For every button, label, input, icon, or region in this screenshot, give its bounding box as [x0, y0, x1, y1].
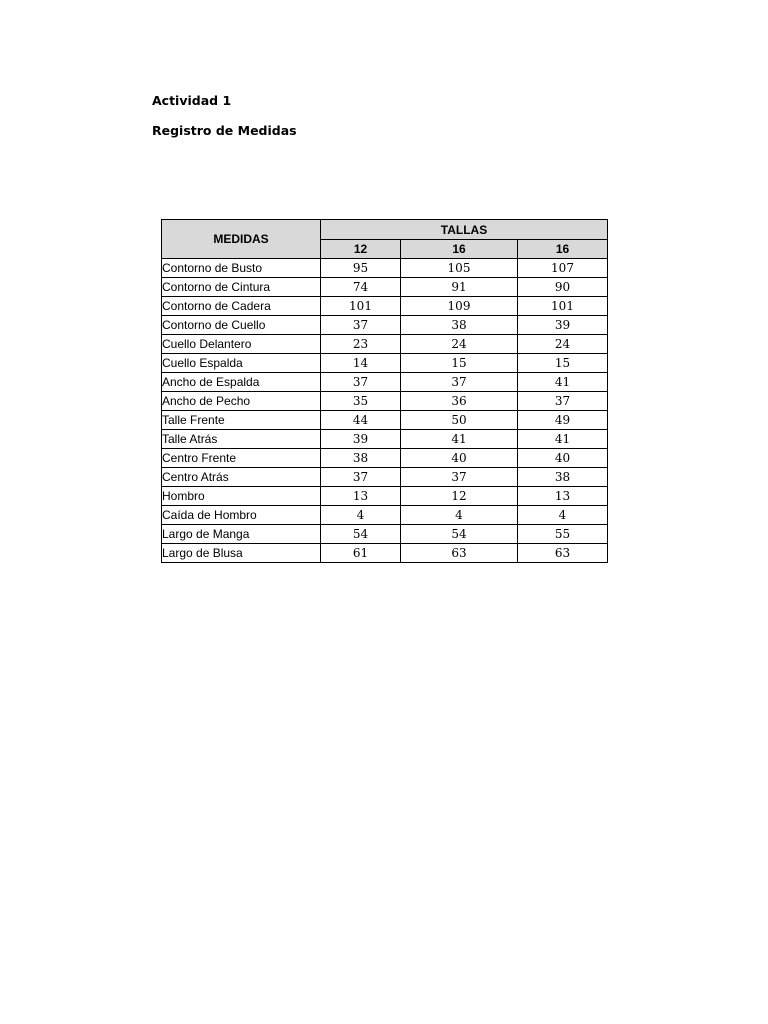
measure-value-cell: 38 [518, 468, 608, 487]
measure-name-cell: Centro Frente [162, 449, 321, 468]
measure-value-cell: 63 [518, 544, 608, 563]
size-header: 16 [401, 240, 518, 259]
table-row [162, 392, 608, 411]
measure-value-cell: 14 [321, 354, 401, 373]
measure-value-cell: 63 [401, 544, 518, 563]
table-row [162, 259, 608, 278]
measure-value-cell: 101 [518, 297, 608, 316]
measure-value-cell: 12 [401, 487, 518, 506]
measure-name-cell: Contorno de Busto [162, 259, 321, 278]
measure-value-cell: 39 [518, 316, 608, 335]
measure-value-cell: 15 [401, 354, 518, 373]
measure-name-cell: Hombro [162, 487, 321, 506]
measure-value-cell: 4 [401, 506, 518, 525]
size-header: 16 [518, 240, 608, 259]
table-row [162, 335, 608, 354]
measure-value-cell: 50 [401, 411, 518, 430]
measure-name-cell: Ancho de Espalda [162, 373, 321, 392]
measure-value-cell: 37 [321, 373, 401, 392]
document-subtitle: Registro de Medidas [152, 123, 297, 138]
measure-name-cell: Talle Frente [162, 411, 321, 430]
table-row [162, 525, 608, 544]
measure-value-cell: 44 [321, 411, 401, 430]
measure-value-cell: 36 [401, 392, 518, 411]
measure-value-cell: 54 [321, 525, 401, 544]
measure-value-cell: 37 [401, 373, 518, 392]
measurements-table [161, 219, 608, 563]
measurements-table-body [162, 259, 608, 563]
table-row [162, 544, 608, 563]
measure-value-cell: 49 [518, 411, 608, 430]
measure-value-cell: 23 [321, 335, 401, 354]
measure-value-cell: 24 [518, 335, 608, 354]
measure-value-cell: 37 [321, 316, 401, 335]
measure-value-cell: 37 [518, 392, 608, 411]
measure-name-cell: Largo de Blusa [162, 544, 321, 563]
table-row [162, 373, 608, 392]
measure-value-cell: 13 [321, 487, 401, 506]
table-row [162, 354, 608, 373]
measure-value-cell: 35 [321, 392, 401, 411]
measure-name-cell: Cuello Delantero [162, 335, 321, 354]
measure-value-cell: 105 [401, 259, 518, 278]
measure-name-cell: Contorno de Cintura [162, 278, 321, 297]
measure-value-cell: 4 [518, 506, 608, 525]
measure-value-cell: 74 [321, 278, 401, 297]
measures-column-header: MEDIDAS [162, 220, 321, 259]
measure-name-cell: Largo de Manga [162, 525, 321, 544]
measure-value-cell: 61 [321, 544, 401, 563]
measure-value-cell: 40 [401, 449, 518, 468]
measure-value-cell: 37 [321, 468, 401, 487]
measure-value-cell: 38 [401, 316, 518, 335]
table-row [162, 411, 608, 430]
measure-value-cell: 41 [518, 373, 608, 392]
measure-value-cell: 41 [401, 430, 518, 449]
table-row [162, 430, 608, 449]
measure-value-cell: 41 [518, 430, 608, 449]
measure-value-cell: 107 [518, 259, 608, 278]
measure-value-cell: 54 [401, 525, 518, 544]
measure-value-cell: 15 [518, 354, 608, 373]
measure-value-cell: 55 [518, 525, 608, 544]
measure-name-cell: Cuello Espalda [162, 354, 321, 373]
measure-name-cell: Talle Atrás [162, 430, 321, 449]
measure-value-cell: 38 [321, 449, 401, 468]
measure-value-cell: 13 [518, 487, 608, 506]
table-row [162, 316, 608, 335]
measure-value-cell: 109 [401, 297, 518, 316]
table-row [162, 278, 608, 297]
measure-value-cell: 101 [321, 297, 401, 316]
measure-name-cell: Centro Atrás [162, 468, 321, 487]
measure-value-cell: 90 [518, 278, 608, 297]
table-row [162, 506, 608, 525]
table-row [162, 487, 608, 506]
table-row [162, 468, 608, 487]
measure-name-cell: Ancho de Pecho [162, 392, 321, 411]
measure-value-cell: 39 [321, 430, 401, 449]
document-title: Actividad 1 [152, 93, 232, 108]
measure-value-cell: 37 [401, 468, 518, 487]
measure-value-cell: 24 [401, 335, 518, 354]
measure-name-cell: Contorno de Cadera [162, 297, 321, 316]
measure-value-cell: 95 [321, 259, 401, 278]
sizes-group-header: TALLAS [321, 220, 608, 240]
measure-value-cell: 40 [518, 449, 608, 468]
measure-name-cell: Contorno de Cuello [162, 316, 321, 335]
measure-value-cell: 4 [321, 506, 401, 525]
table-row [162, 449, 608, 468]
size-header: 12 [321, 240, 401, 259]
table-row [162, 297, 608, 316]
measure-value-cell: 91 [401, 278, 518, 297]
measure-name-cell: Caída de Hombro [162, 506, 321, 525]
